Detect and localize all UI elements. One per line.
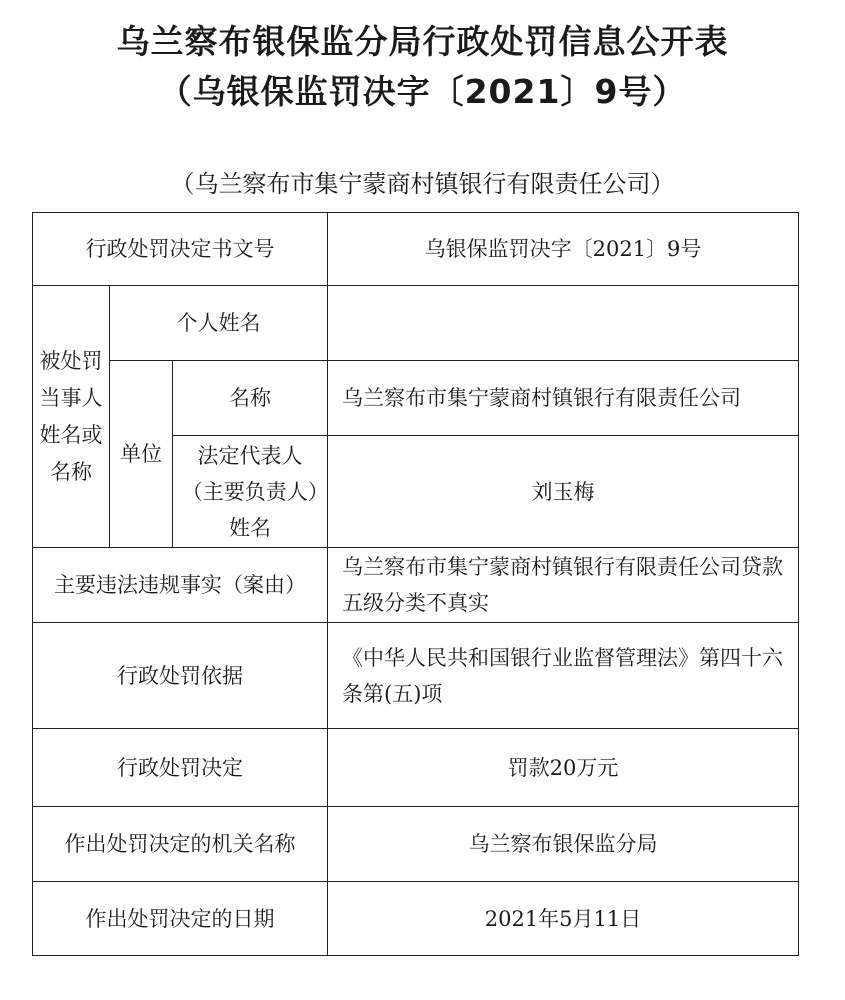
table-row — [33, 623, 799, 729]
basis-label: 行政处罚依据 — [33, 623, 328, 729]
authority-label: 作出处罚决定的机关名称 — [33, 807, 328, 882]
table-row — [33, 882, 799, 956]
legal-rep-value: 刘玉梅 — [328, 436, 799, 548]
facts-label: 主要违法违规事实（案由） — [33, 548, 328, 623]
table-row — [33, 361, 799, 436]
individual-name-value — [328, 286, 799, 361]
table-row — [33, 807, 799, 882]
doc-number-value: 乌银保监罚决字〔2021〕9号 — [328, 213, 799, 286]
table-row — [33, 729, 799, 807]
party-label: 被处罚当事人姓名或名称 — [33, 286, 110, 548]
table-row — [33, 286, 799, 361]
authority-value: 乌兰察布银保监分局 — [328, 807, 799, 882]
date-value: 2021年5月11日 — [328, 882, 799, 956]
individual-name-label: 个人姓名 — [110, 286, 328, 361]
table-row — [33, 548, 799, 623]
page-title: 乌兰察布银保监分局行政处罚信息公开表 — [116, 22, 729, 61]
date-label: 作出处罚决定的日期 — [33, 882, 328, 956]
basis-value: 《中华人民共和国银行业监督管理法》第四十六条第(五)项 — [328, 623, 799, 729]
decision-label: 行政处罚决定 — [33, 729, 328, 807]
unit-name-value: 乌兰察布市集宁蒙商村镇银行有限责任公司 — [328, 361, 799, 436]
unit-label: 单位 — [110, 361, 173, 548]
penalty-info-table — [32, 212, 799, 956]
decision-number-title: （乌银保监罚决字〔2021〕9号） — [158, 72, 687, 111]
party-subtitle: （乌兰察布市集宁蒙商村镇银行有限责任公司） — [170, 170, 675, 198]
decision-value: 罚款20万元 — [328, 729, 799, 807]
facts-value: 乌兰察布市集宁蒙商村镇银行有限责任公司贷款五级分类不真实 — [328, 548, 799, 623]
doc-number-label: 行政处罚决定书文号 — [33, 213, 328, 286]
legal-rep-label: 法定代表人（主要负责人）姓名 — [173, 436, 328, 548]
unit-name-label: 名称 — [173, 361, 328, 436]
table-row — [33, 213, 799, 286]
